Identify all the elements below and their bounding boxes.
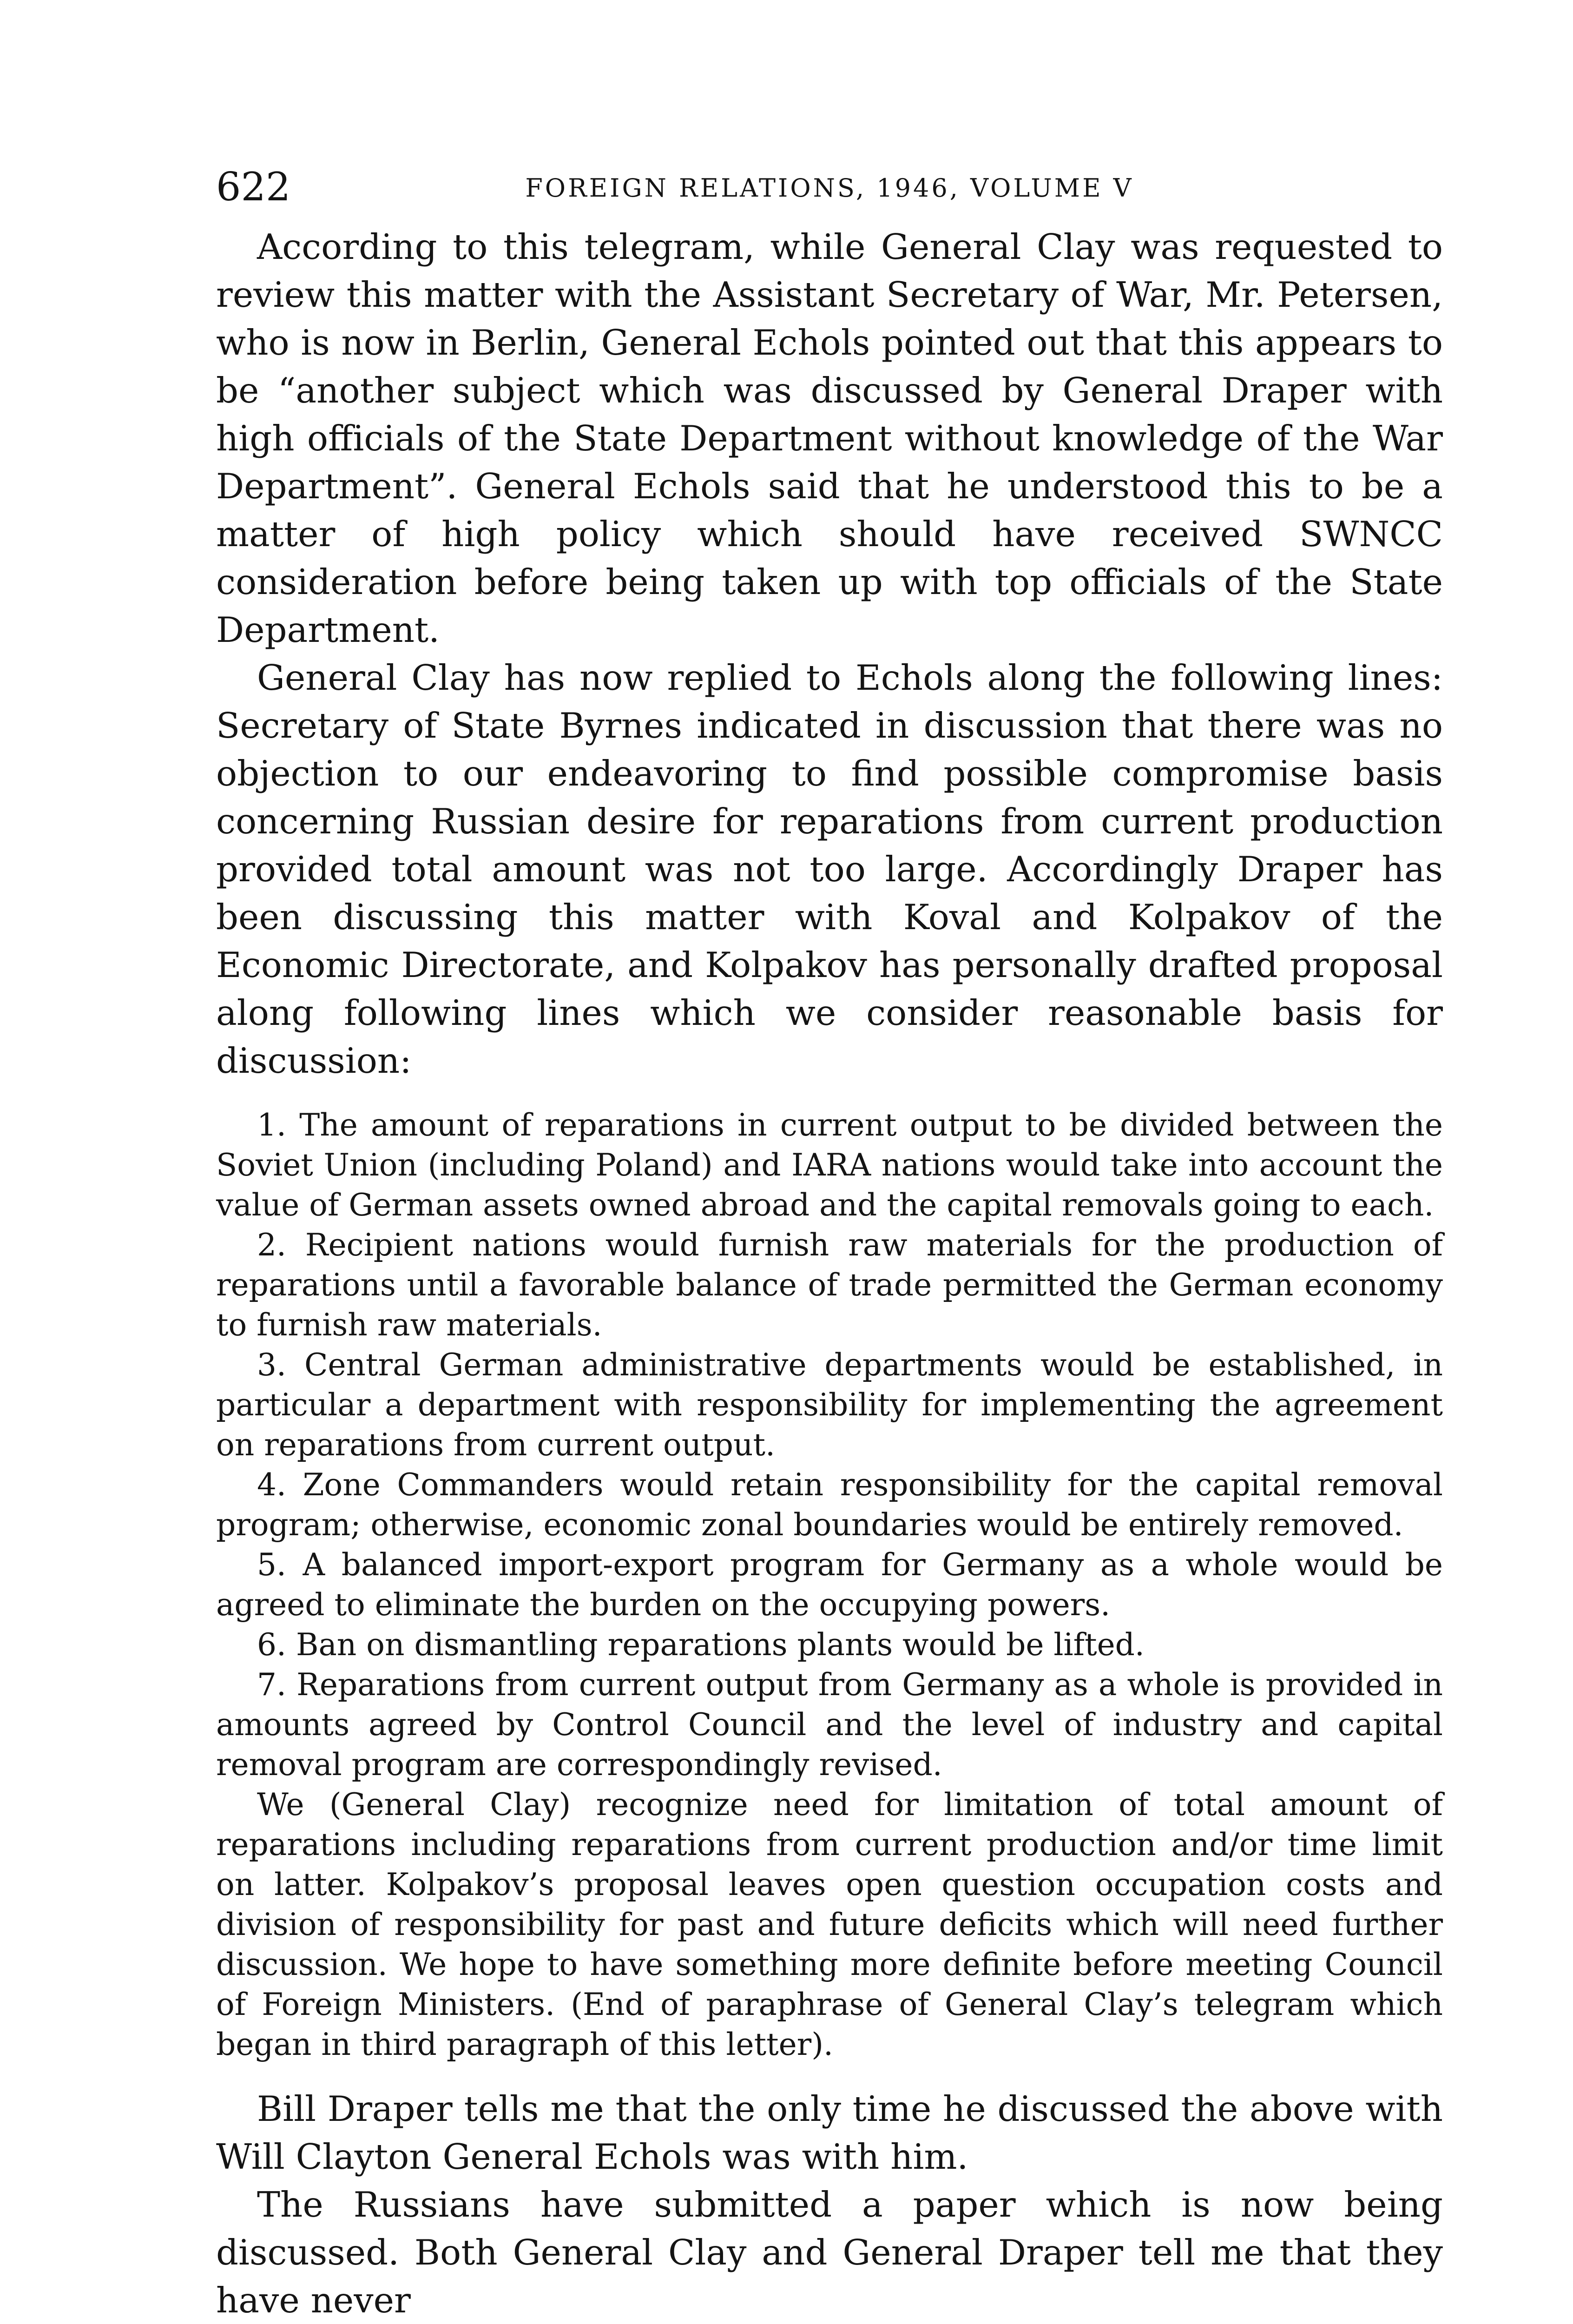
body-paragraph-4: The Russians have submitted a paper which is now being discussed. Both General Clay and General Draper tell me that they have never [216, 2184, 1443, 2321]
page-header [216, 164, 1443, 223]
page-number: 622 [216, 164, 291, 210]
running-head: FOREIGN RELATIONS, 1946, VOLUME V [525, 173, 1134, 203]
quote-item-1: 1. The amount of reparations in current output to be divided between the Soviet Union (including Poland) and IARA nations would take into account the value of German assets owned abroad and the capital removals going to each. [216, 1107, 1443, 1223]
document-page [216, 164, 1443, 2324]
body-paragraph-2: General Clay has now replied to Echols along the following lines: Secretary of State Byrnes indicated in discussion that there was no objection to our endeavoring to find possible compromise basis concerning Russian desire for reparations from current production provided total amount was not too large. Accordingly Draper has been discussing this matter with Koval and Kolpakov of the Economic Directorate, and Kolpakov has personally drafted proposal along following lines which we consider reasonable basis for discussion: [216, 657, 1443, 1081]
quote-closing-paragraph: We (General Clay) recognize need for limitation of total amount of reparations including reparations from current production and/or time limit on latter. Kolpakov’s proposal leaves open question occupation costs and division of responsibility for past and future deficits which will need further discussion. We hope to have something more definite before meeting Council of Foreign Ministers. (End of paraphrase of General Clay’s telegram which began in third paragraph of this letter). [216, 1787, 1443, 2062]
quote-item-5: 5. A balanced import-export program for Germany as a whole would be agreed to eliminate the burden on the occupying powers. [216, 1547, 1443, 1623]
quote-item-7: 7. Reparations from current output from Germany as a whole is provided in amounts agreed by Control Council and the level of industry and capital removal program are correspondingly revised. [216, 1667, 1443, 1783]
quote-item-3: 3. Central German administrative departments would be established, in particular a department with responsibility for implementing the agreement on reparations from current output. [216, 1347, 1443, 1463]
telegram-quote-block [216, 1105, 1443, 2065]
quote-item-2: 2. Recipient nations would furnish raw materials for the production of reparations until a favorable balance of trade permitted the German economy to furnish raw materials. [216, 1227, 1443, 1343]
quote-item-6: 6. Ban on dismantling reparations plants would be lifted. [257, 1627, 1145, 1663]
quote-item-4: 4. Zone Commanders would retain responsibility for the capital removal program; otherwise, economic zonal boundaries would be entirely removed. [216, 1467, 1443, 1543]
body-paragraph-1: According to this telegram, while General Clay was requested to review this matter with the Assistant Secretary of War, Mr. Petersen, who is now in Berlin, General Echols pointed out that this appears to be “another subject which was discussed by General Draper with high officials of the State Department without knowledge of the War Department”. General Echols said that he understood this to be a matter of high policy which should have received SWNCC consideration before being taken up with top officials of the State Department. [216, 226, 1443, 650]
body-paragraph-3: Bill Draper tells me that the only time he discussed the above with Will Clayton General Echols was with him. [216, 2088, 1443, 2177]
